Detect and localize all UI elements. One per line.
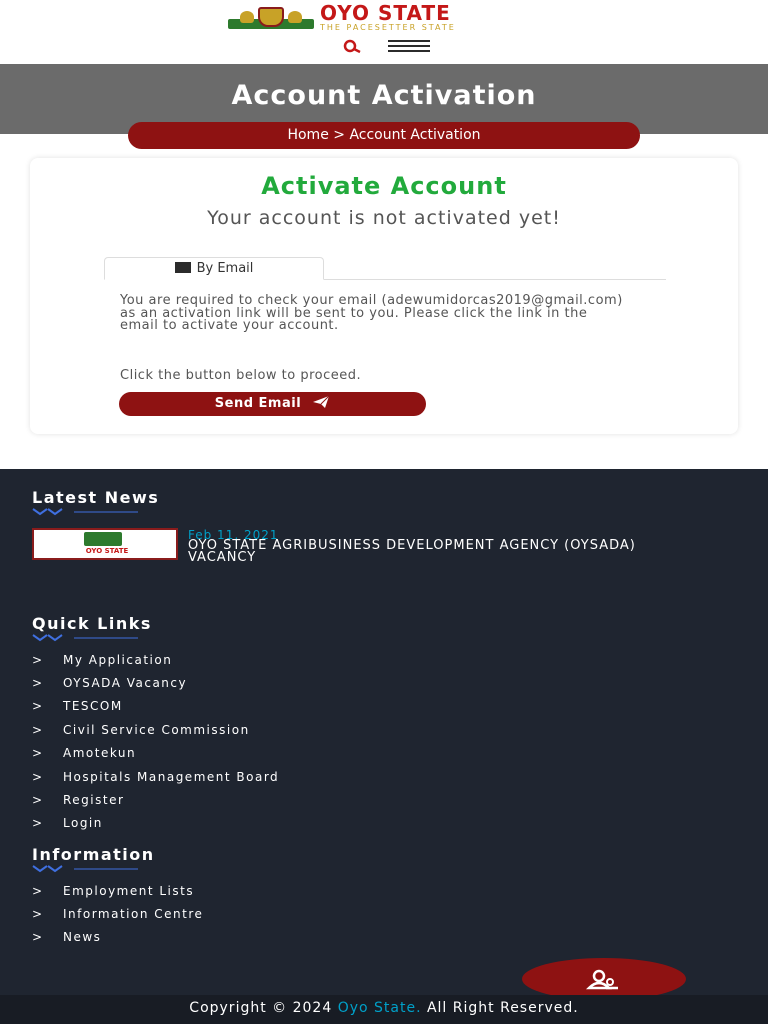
chevron-right-icon: > xyxy=(32,930,44,944)
activation-message: You are required to check your email (adewumidorcas2019@gmail.com) as an activation link will be sent to you. Please click the link in the email to activate your account. xyxy=(120,293,623,333)
card-subtitle: Your account is not activated yet! xyxy=(207,207,561,229)
news-thumbnail-text: OYO STATE xyxy=(85,547,129,555)
quick-link-tescom[interactable]: > TESCOM xyxy=(32,699,123,713)
quick-link-register[interactable]: > Register xyxy=(32,793,125,807)
tab-label: By Email xyxy=(196,261,254,276)
info-link-information-centre[interactable]: > Information Centre xyxy=(32,907,204,921)
tab-by-email[interactable] xyxy=(104,257,324,280)
section-underline-icon xyxy=(32,634,138,642)
information-heading: Information xyxy=(32,845,155,864)
quick-link-my-application[interactable]: > My Application xyxy=(32,653,173,667)
users-icon xyxy=(522,958,686,1000)
news-title-link[interactable]: OYO STATE AGRIBUSINESS DEVELOPMENT AGENCY (OYSADA) VACANCY xyxy=(188,538,636,565)
chevron-right-icon: > xyxy=(32,746,44,760)
search-icon[interactable] xyxy=(339,38,365,56)
info-link-news[interactable]: > News xyxy=(32,930,102,944)
latest-news-heading: Latest News xyxy=(32,488,160,507)
chevron-right-icon: > xyxy=(32,653,44,667)
state-crest-icon xyxy=(228,5,314,31)
chevron-right-icon: > xyxy=(32,907,44,921)
card-title: Activate Account xyxy=(261,172,507,200)
site-header xyxy=(0,0,768,64)
quick-link-hospitals-board[interactable]: > Hospitals Management Board xyxy=(32,770,280,784)
activation-instruction: Click the button below to proceed. xyxy=(120,368,362,383)
quick-link-login[interactable]: > Login xyxy=(32,816,103,830)
section-underline-icon xyxy=(32,865,138,873)
quick-link-civil-service[interactable]: > Civil Service Commission xyxy=(32,723,250,737)
chevron-right-icon: > xyxy=(32,699,44,713)
chevron-right-icon: > xyxy=(32,884,44,898)
logo-title: OYO STATE xyxy=(320,1,451,25)
envelope-icon xyxy=(175,262,191,273)
breadcrumb[interactable]: Home > Account Activation xyxy=(128,122,640,149)
send-email-label: Send Email xyxy=(214,396,302,411)
quick-link-amotekun[interactable]: > Amotekun xyxy=(32,746,137,760)
paper-plane-icon xyxy=(312,395,330,409)
copyright-text: Copyright © 2024 Oyo State. All Right Reserved. xyxy=(189,1000,579,1016)
support-chat-button[interactable] xyxy=(522,958,686,1000)
chevron-right-icon: > xyxy=(32,676,44,690)
info-link-employment-lists[interactable]: > Employment Lists xyxy=(32,884,195,898)
copyright-brand-link[interactable]: Oyo State. xyxy=(337,1000,422,1016)
hamburger-menu-icon[interactable] xyxy=(388,40,430,54)
send-email-button[interactable] xyxy=(119,392,426,416)
quick-links-heading: Quick Links xyxy=(32,614,152,633)
page-title: Account Activation xyxy=(231,80,537,111)
chevron-right-icon: > xyxy=(32,770,44,784)
quick-link-oysada-vacancy[interactable]: > OYSADA Vacancy xyxy=(32,676,188,690)
chevron-right-icon: > xyxy=(32,793,44,807)
site-logo[interactable] xyxy=(228,3,456,32)
section-underline-icon xyxy=(32,508,138,516)
chevron-right-icon: > xyxy=(32,816,44,830)
state-crest-icon xyxy=(84,532,122,546)
news-date: Feb 11, 2021 xyxy=(188,528,279,542)
chevron-right-icon: > xyxy=(32,723,44,737)
logo-subtitle: THE PACESETTER STATE xyxy=(320,23,456,32)
news-thumbnail[interactable] xyxy=(32,528,178,560)
